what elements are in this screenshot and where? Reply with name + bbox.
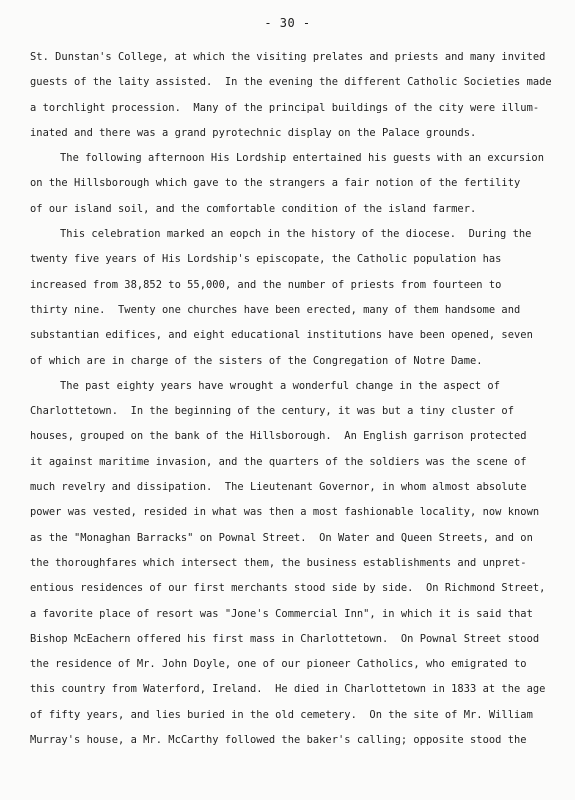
body-text	[30, 49, 550, 757]
text-line: Bishop McEachern offered his first mass in Charlottetown. On Pownal Street stood	[30, 632, 540, 645]
text-line: this country from Waterford, Ireland. He died in Charlottetown in 1833 at the age	[30, 683, 546, 696]
text-line: Murray's house, a Mr. McCarthy followed the baker's calling; opposite stood the	[30, 734, 527, 747]
text-line: increased from 38,852 to 55,000, and the number of priests from fourteen to	[30, 278, 502, 291]
text-line: Charlottetown. In the beginning of the century, it was but a tiny cluster of	[30, 405, 514, 418]
page-number: - 30 -	[264, 16, 311, 30]
text-line: guests of the laity assisted. In the evening the different Catholic Societies made	[30, 76, 552, 89]
text-line: as the "Monaghan Barracks" on Pownal Street. On Water and Queen Streets, and on	[30, 531, 533, 544]
text-line: much revelry and dissipation. The Lieutenant Governor, in whom almost absolute	[30, 481, 527, 494]
text-line: a favorite place of resort was "Jone's Commercial Inn", in which it is said that	[30, 607, 533, 620]
text-line: substantian edifices, and eight educational institutions have been opened, seven	[30, 329, 533, 342]
text-line: power was vested, resided in what was then a most fashionable locality, now known	[30, 506, 540, 519]
paragraph-first-line: The past eighty years have wrought a wonderful change in the aspect of	[60, 379, 500, 392]
text-line: it against maritime invasion, and the quarters of the soldiers was the scene of	[30, 455, 527, 468]
text-line: on the Hillsborough which gave to the strangers a fair notion of the fertility	[30, 177, 521, 190]
text-line: of fifty years, and lies buried in the old cemetery. On the site of Mr. William	[30, 708, 533, 721]
text-line: a torchlight procession. Many of the principal buildings of the city were illum-	[30, 101, 540, 114]
paragraph-first-line: The following afternoon His Lordship entertained his guests with an excursion	[60, 152, 544, 165]
text-line: the thoroughfares which intersect them, the business establishments and unpret-	[30, 556, 527, 569]
text-line: thirty nine. Twenty one churches have been erected, many of them handsome and	[30, 303, 521, 316]
text-line: the residence of Mr. John Doyle, one of our pioneer Catholics, who emigrated to	[30, 658, 527, 671]
text-line: entious residences of our first merchants stood side by side. On Richmond Street,	[30, 582, 546, 595]
text-line: of which are in charge of the sisters of the Congregation of Notre Dame.	[30, 354, 483, 367]
paragraph-first-line: This celebration marked an eopch in the history of the diocese. During the	[60, 228, 532, 241]
text-line: houses, grouped on the bank of the Hillsborough. An English garrison protected	[30, 430, 527, 443]
text-line: twenty five years of His Lordship's episcopate, the Catholic population has	[30, 253, 502, 266]
text-line: inated and there was a grand pyrotechnic display on the Palace grounds.	[30, 126, 477, 139]
text-line: St. Dunstan's College, at which the visiting prelates and priests and many invited	[30, 51, 546, 63]
text-line: of our island soil, and the comfortable condition of the island farmer.	[30, 202, 477, 215]
